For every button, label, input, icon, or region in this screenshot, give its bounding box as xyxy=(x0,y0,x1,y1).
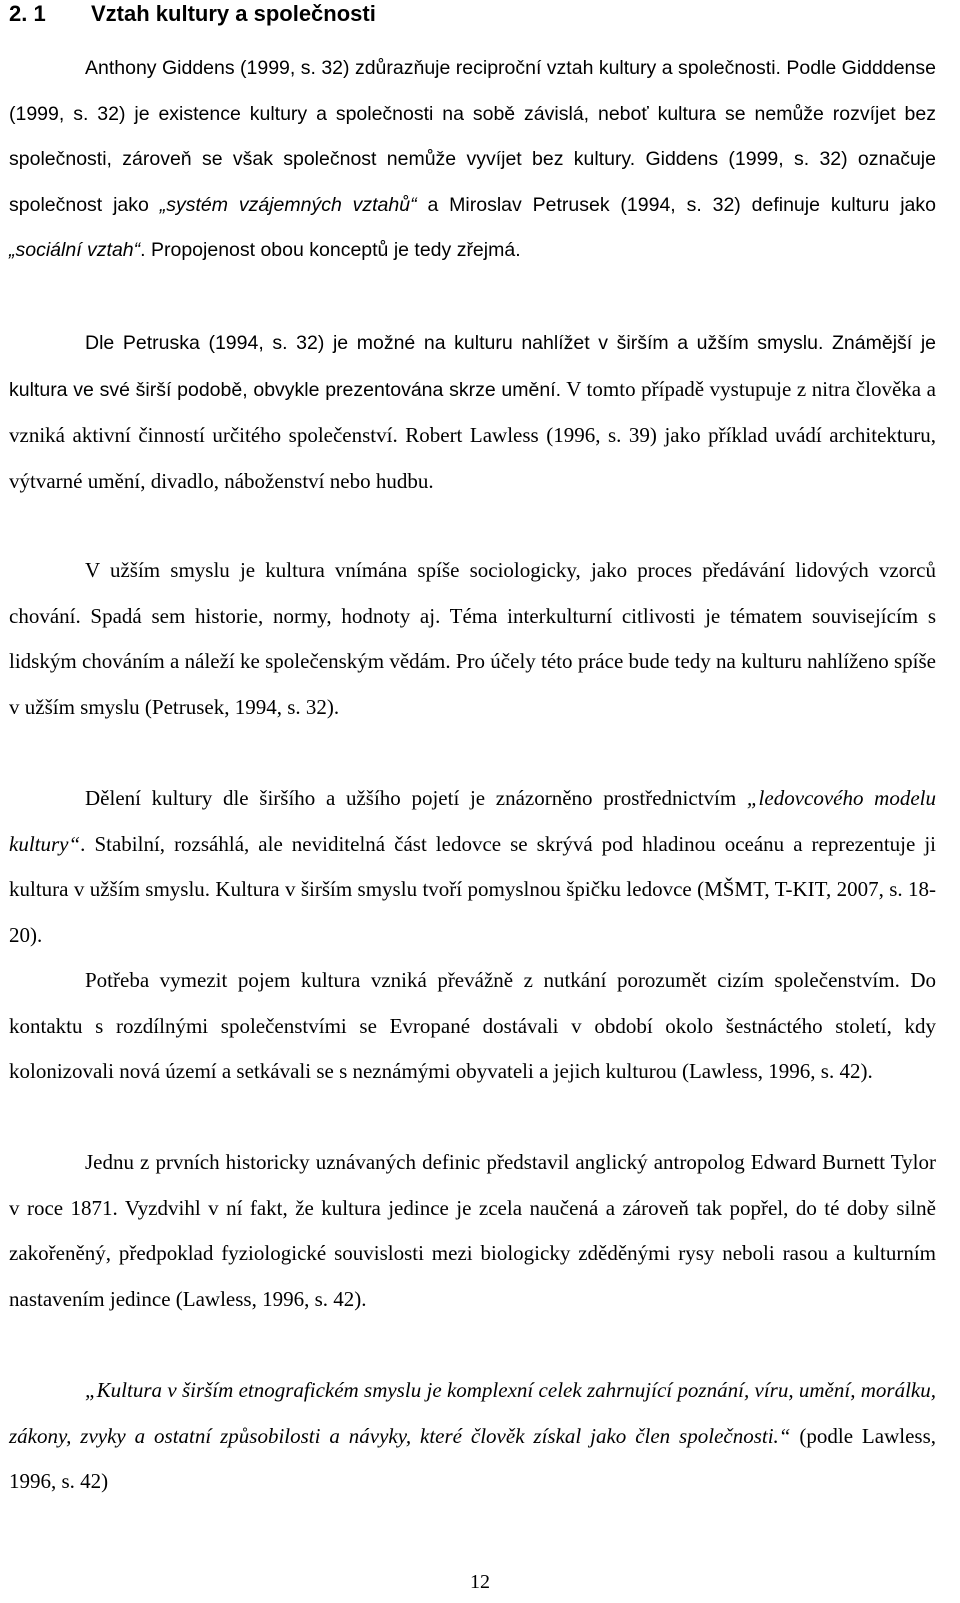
paragraph-2-text-b: V tomto případě vystupuje z nitra člověka a vzniká aktivní činností určitého společenství. Robert Lawless (1996, s. 39) jako příklad uvádí architekturu, výtvarné umění, divadlo, náboženství nebo hudbu. xyxy=(9,376,936,493)
paragraph-3: V užším smyslu je kultura vnímána spíše sociologicky, jako proces předávání lidových vzorců chování. Spadá sem historie, normy, hodnoty aj. Téma interkulturní citlivosti je tématem souvisejícím s lidským chováním a náleží ke společenským vědám. Pro účely této práce bude tedy na kulturu nahlíženo spíše v užším smyslu (Petrusek, 1994, s. 32). xyxy=(9,558,936,719)
quote-iceberg-model: „ledovcového modelu kultury“ xyxy=(9,786,936,856)
quote-system: „systém vzájemných vztahů“ xyxy=(159,193,417,216)
paragraph-4-text-b: . Stabilní, rozsáhlá, ale neviditelná část ledovce se skrývá pod hladinou oceánu a reprezentuje ji kultura v užším smyslu. Kultura v širším smyslu tvoří pomyslnou špičku ledovce (MŠMT, T-KIT, 2007, s. 18-20). xyxy=(9,831,936,947)
paragraph-5: Potřeba vymezit pojem kultura vzniká převážně z nutkání porozumět cizím společenstvím. Do kontaktu s rozdílnými společenstvími se Evropané dostávali v období okolo šestnáctého století, kdy kolonizovali nová území a setkávali se s neznámými obyvateli a jejich kulturou (Lawless, 1996, s. 42). xyxy=(9,968,936,1084)
paragraph-1-text-a: Anthony Giddens (1999, s. 32) zdůrazňuje reciproční vztah kultury a společnosti. Podle Gidddense (1999, s. 32) je existence kultury a společnosti na sobě závislá, neboť kultura se nemůže rozvíjet bez společnosti, zároveň se však společnost nemůže vyvíjet bez kultury. Giddens (1999, s. 32) označuje společnost jako xyxy=(9,57,936,216)
paragraph-1 xyxy=(9,46,936,274)
paragraph-2 xyxy=(9,320,936,504)
quote-social-relation: „sociální vztah“ xyxy=(9,239,141,262)
paragraph-7 xyxy=(9,1368,936,1505)
section-title: Vztah kultury a společnosti xyxy=(91,1,376,26)
paragraph-7-citation: (podle Lawless, 1996, s. 42) xyxy=(9,1423,936,1494)
section-heading xyxy=(9,0,376,28)
paragraph-4 xyxy=(9,776,936,958)
paragraph-2-text-a: Dle Petruska (1994, s. 32) je možné na kulturu nahlížet v širším a užším smyslu. Známější je kultura ve své širší podobě, obvykle prezentována skrze umění. xyxy=(9,332,936,401)
paragraph-1-text-b: a Miroslav Petrusek (1994, s. 32) definuje kulturu jako xyxy=(416,193,936,216)
paragraph-1-text-c: . Propojenost obou konceptů je tedy zřejmá. xyxy=(140,239,521,262)
section-number: 2. 1 xyxy=(9,1,46,26)
quote-tylor-definition: „Kultura v širším etnografickém smyslu je komplexní celek zahrnující poznání, víru, umění, morálku, zákony, zvyky a ostatní způsobilosti a návyky, které člověk získal jako člen společnosti.“ xyxy=(9,1378,936,1448)
paragraph-6: Jednu z prvních historicky uznávaných definic představil anglický antropolog Edward Burnett Tylor v roce 1871. Vyzdvihl v ní fakt, že kultura jedince je zcela naučená a zároveň tak popřel, do té doby silně zakořeněný, předpoklad fyziologické souvislosti mezi biologicky zděděnými rysy neboli rasou a kulturním nastavením jedince (Lawless, 1996, s. 42). xyxy=(9,1150,936,1311)
page-number: 12 xyxy=(470,1571,490,1593)
paragraph-4-text-a: Dělení kultury dle širšího a užšího pojetí je znázorněno prostřednictvím xyxy=(85,786,747,810)
